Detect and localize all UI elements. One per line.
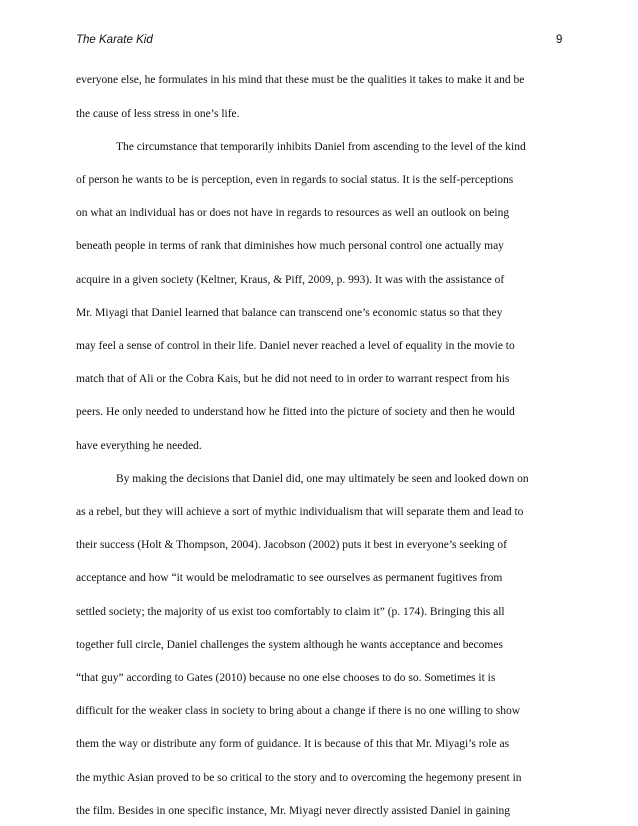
body-line: match that of Ali or the Cobra Kais, but he did not need to in order to warrant respect from his — [76, 373, 510, 385]
body-line: the film. Besides in one specific instance, Mr. Miyagi never directly assisted Daniel in gaining — [76, 805, 511, 817]
body-line: acceptance and how “it would be melodramatic to see ourselves as permanent fugitives from — [76, 572, 503, 584]
body-line: of person he wants to be is perception, even in regards to social status. It is the self-perceptions — [76, 174, 514, 186]
body-line: as a rebel, but they will achieve a sort of mythic individualism that will separate them and lead to — [76, 506, 524, 518]
body-line: together full circle, Daniel challenges the system although he wants acceptance and becomes — [76, 639, 503, 651]
body-line: peers. He only needed to understand how he fitted into the picture of society and then he would — [76, 406, 515, 418]
page-number: 9 — [556, 34, 563, 46]
body-line: beneath people in terms of rank that diminishes how much personal control one actually may — [76, 240, 504, 252]
body-line: them the way or distribute any form of guidance. It is because of this that Mr. Miyagi’s role as — [76, 738, 510, 750]
body-line: By making the decisions that Daniel did, one may ultimately be seen and looked down on — [116, 473, 529, 485]
body-line: settled society; the majority of us exist too comfortably to claim it” (p. 174). Bringing this all — [76, 606, 505, 618]
body-line: The circumstance that temporarily inhibits Daniel from ascending to the level of the kind — [116, 141, 526, 153]
running-header-title: The Karate Kid — [76, 34, 153, 46]
body-line: “that guy” according to Gates (2010) because no one else chooses to do so. Sometimes it is — [76, 672, 496, 684]
body-line: their success (Holt & Thompson, 2004). Jacobson (2002) puts it best in everyone’s seeking of — [76, 539, 507, 551]
body-line: everyone else, he formulates in his mind that these must be the qualities it takes to make it and be — [76, 74, 525, 86]
body-line: have everything he needed. — [76, 440, 202, 452]
body-line: Mr. Miyagi that Daniel learned that balance can transcend one’s economic status so that they — [76, 307, 503, 319]
body-line: on what an individual has or does not have in regards to resources as well an outlook on being — [76, 207, 510, 219]
body-line: the mythic Asian proved to be so critical to the story and to overcoming the hegemony present in — [76, 772, 522, 784]
body-line: may feel a sense of control in their life. Daniel never reached a level of equality in the movie to — [76, 340, 515, 352]
body-line: the cause of less stress in one’s life. — [76, 108, 240, 120]
body-line: acquire in a given society (Keltner, Kraus, & Piff, 2009, p. 993). It was with the assistance of — [76, 274, 505, 286]
body-line: difficult for the weaker class in society to bring about a change if there is no one willing to show — [76, 705, 521, 717]
